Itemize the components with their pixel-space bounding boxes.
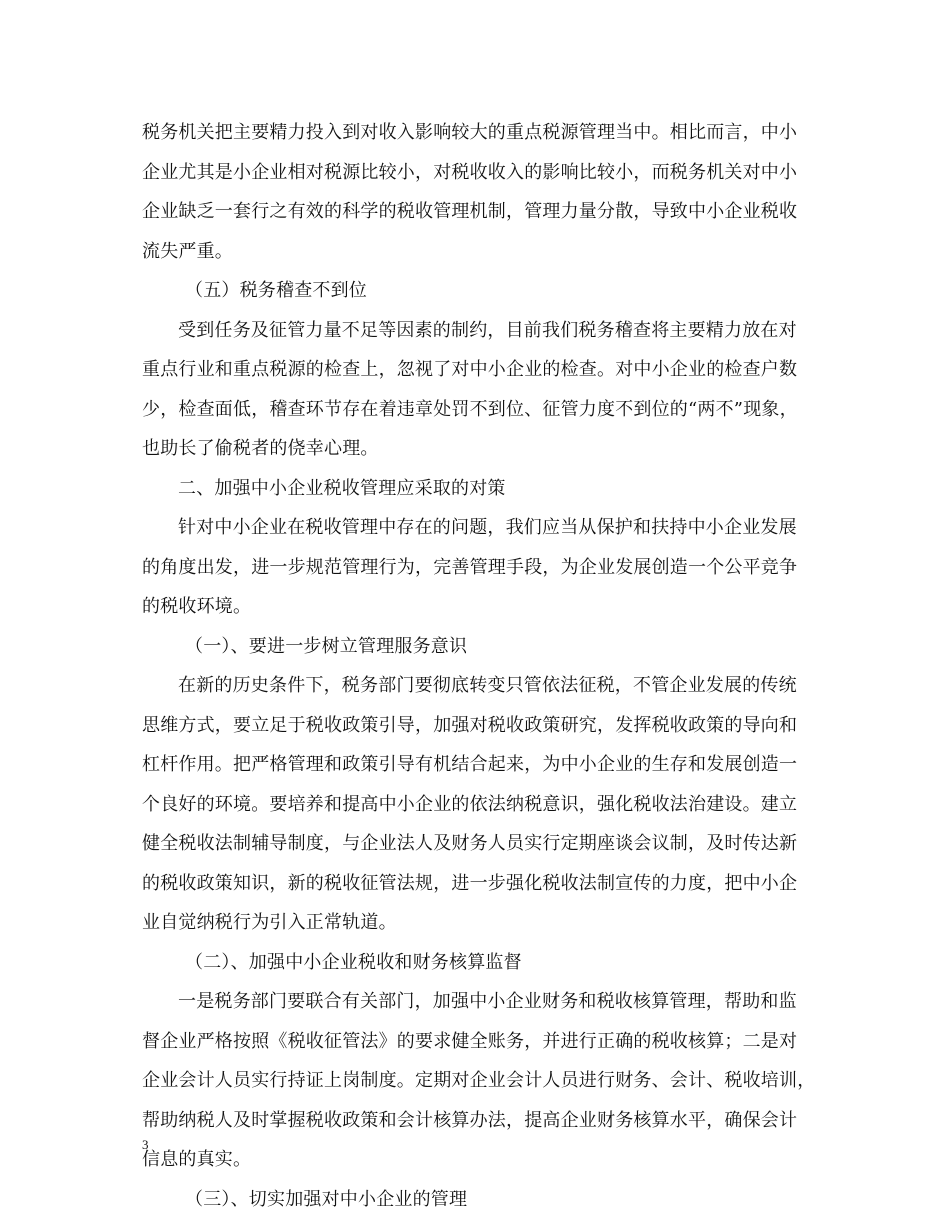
paragraph-line: 也助长了偷税者的侥幸心理。: [142, 438, 379, 459]
paragraph-line: 督企业严格按照《税收征管法》的要求健全账务，并进行正确的税收核算；二是对: [142, 1030, 798, 1052]
paragraph-line: 思维方式，要立足于税收政策引导，加强对税收政策研究，发挥税收政策的导向和: [142, 714, 798, 736]
paragraph-line: 业自觉纳税行为引入正常轨道。: [142, 912, 397, 933]
paragraph-line: 的税收环境。: [142, 596, 252, 617]
paragraph-line: 企业尤其是小企业相对税源比较小，对税收收入的影响比较小，而税务机关对中小: [142, 161, 798, 183]
paragraph-line: 个良好的环境。要培养和提高中小企业的依法纳税意识，强化税收法治建设。建立: [142, 793, 798, 815]
page-number: 3: [142, 1137, 149, 1152]
paragraph-line: 税务机关把主要精力投入到对收入影响较大的重点税源管理当中。相比而言，中小: [142, 122, 798, 143]
paragraph-line: 在新的历史条件下，税务部门要彻底转变只管依法征税，不管企业发展的传统: [178, 675, 797, 696]
section-heading: （一）、要进一步树立管理服务意识: [185, 635, 468, 657]
paragraph-line: 杠杆作用。把严格管理和政策引导有机结合起来，为中小企业的生存和发展创造一: [142, 754, 798, 775]
section-heading: （二）、加强中小企业税收和财务核算监督: [185, 951, 522, 973]
section-heading: 二、加强中小企业税收管理应采取的对策: [178, 477, 506, 499]
paragraph-line: 受到任务及征管力量不足等因素的制约，目前我们税务稽查将主要精力放在对: [178, 319, 797, 341]
paragraph-line: 企业缺乏一套行之有效的科学的税收管理机制，管理力量分散，导致中小企业税收: [142, 201, 798, 222]
paragraph-line: 针对中小企业在税收管理中存在的问题，我们应当从保护和扶持中小企业发展: [178, 517, 797, 538]
paragraph-line: 一是税务部门要联合有关部门，加强中小企业财务和税收核算管理，帮助和监: [178, 991, 797, 1012]
paragraph-line: 的税收政策知识，新的税收征管法规，进一步强化税收法制宣传的力度，把中小企: [142, 872, 798, 894]
paragraph-line: 少，检查面低，稽查环节存在着违章处罚不到位、征管力度不到位的“两不”现象，: [142, 398, 798, 420]
section-heading: （三）、切实加强对中小企业的管理: [185, 1188, 468, 1210]
paragraph-line: 帮助纳税人及时掌握税收政策和会计核算办法，提高企业财务核算水平，确保会计: [142, 1109, 798, 1131]
paragraph-line: 的角度出发，进一步规范管理行为，完善管理手段，为企业发展创造一个公平竞争: [142, 556, 798, 578]
section-heading: （五）税务稽查不到位: [185, 280, 367, 301]
paragraph-line: 健全税收法制辅导制度，与企业法人及财务人员实行定期座谈会议制，及时传达新: [142, 833, 798, 854]
paragraph-line: 信息的真实。: [142, 1149, 252, 1170]
document-body: [142, 113, 816, 1219]
paragraph-line: 流失严重。: [142, 240, 233, 262]
paragraph-line: 重点行业和重点税源的检查上，忽视了对中小企业的检查。对中小企业的检查户数: [142, 359, 798, 380]
paragraph-line: 企业会计人员实行持证上岗制度。定期对企业会计人员进行财务、会计、税收培训，: [142, 1070, 816, 1091]
